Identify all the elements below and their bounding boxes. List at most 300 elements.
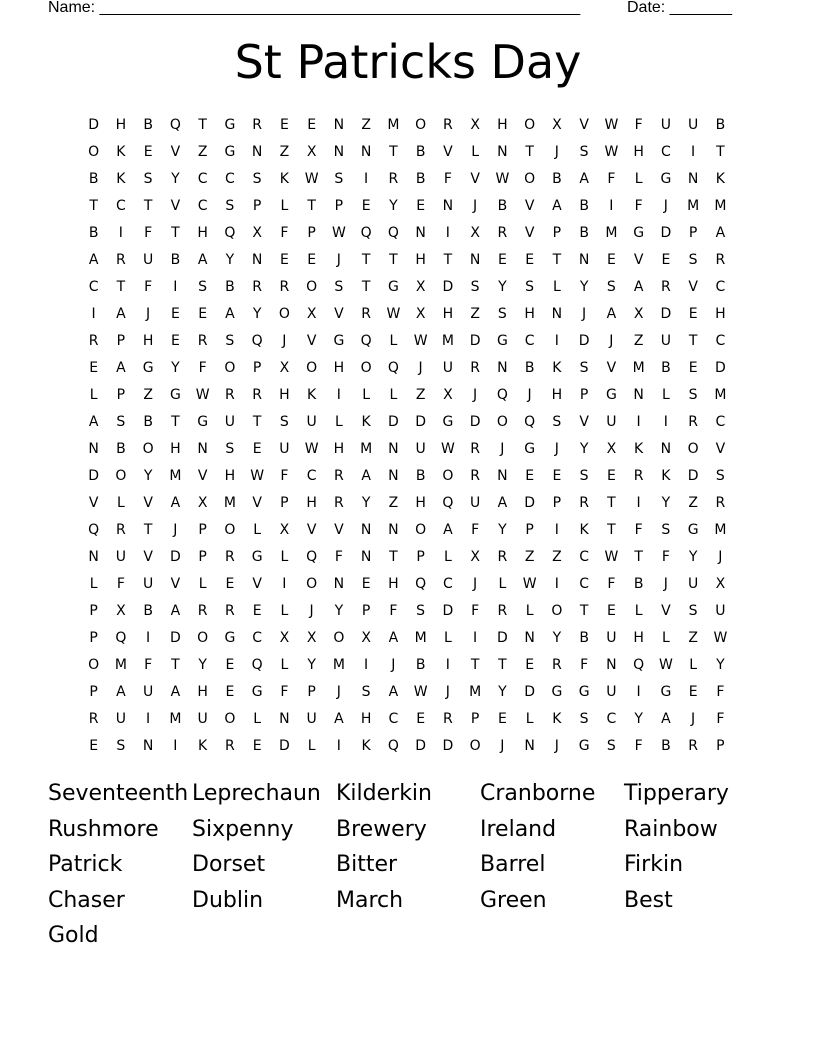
grid-letter: N: [360, 144, 372, 160]
grid-letter: Z: [388, 495, 399, 511]
grid-letter: B: [143, 414, 153, 430]
grid-letter: J: [582, 306, 587, 322]
grid-letter: I: [91, 306, 96, 322]
grid-letter: G: [633, 225, 645, 241]
grid-row: [80, 220, 736, 247]
grid-letter: W: [495, 171, 510, 187]
grid-letter: N: [524, 738, 535, 754]
grid-letter: K: [116, 171, 126, 187]
grid-letter: G: [197, 414, 209, 430]
grid-letter: R: [252, 117, 262, 133]
grid-letter: L: [689, 657, 698, 673]
grid-letter: P: [307, 225, 316, 241]
grid-letter: R: [443, 117, 453, 133]
grid-letter: T: [389, 549, 398, 565]
grid-letter: S: [688, 603, 698, 619]
grid-row: [80, 679, 736, 706]
grid-letter: J: [445, 684, 450, 700]
grid-letter: G: [169, 387, 181, 403]
grid-letter: W: [604, 117, 619, 133]
grid-letter: L: [198, 576, 207, 592]
grid-letter: X: [306, 144, 317, 160]
grid-letter: Q: [115, 630, 127, 646]
grid-letter: L: [280, 603, 289, 619]
grid-letter: D: [578, 333, 590, 349]
grid-letter: J: [691, 711, 696, 727]
grid-letter: A: [116, 306, 126, 322]
grid-letter: C: [715, 333, 726, 349]
grid-letter: N: [388, 441, 399, 457]
grid-letter: H: [306, 495, 317, 511]
grid-letter: R: [388, 171, 399, 187]
grid-letter: D: [660, 225, 672, 241]
grid-letter: R: [225, 549, 235, 565]
grid-letter: G: [224, 630, 236, 646]
grid-letter: I: [473, 630, 478, 646]
grid-letter: R: [688, 738, 698, 754]
grid-letter: W: [413, 333, 428, 349]
grid-letter: B: [579, 630, 589, 646]
grid-letter: E: [252, 441, 262, 457]
grid-letter: T: [470, 657, 480, 673]
grid-letter: S: [361, 684, 371, 700]
grid-letter: D: [469, 333, 481, 349]
grid-letter: U: [224, 414, 235, 430]
grid-letter: L: [362, 387, 371, 403]
grid-letter: I: [146, 630, 151, 646]
grid-letter: P: [525, 522, 534, 538]
grid-letter: U: [688, 117, 699, 133]
grid-letter: J: [718, 549, 723, 565]
grid-letter: T: [361, 279, 371, 295]
grid-letter: S: [198, 279, 208, 295]
grid-letter: O: [333, 630, 345, 646]
grid-letter: Q: [415, 576, 427, 592]
grid-letter: V: [252, 495, 262, 511]
grid-letter: T: [498, 657, 507, 673]
grid-letter: S: [225, 333, 235, 349]
grid-letter: F: [471, 522, 480, 538]
grid-letter: R: [197, 603, 208, 619]
grid-letter: M: [169, 711, 182, 727]
grid-letter: I: [445, 225, 450, 241]
grid-letter: E: [225, 657, 235, 673]
grid-letter: H: [197, 225, 208, 241]
grid-letter: I: [554, 576, 559, 592]
grid-letter: E: [661, 252, 671, 268]
grid-row: [80, 301, 736, 328]
grid-letter: X: [633, 306, 644, 322]
grid-letter: C: [579, 549, 590, 565]
grid-letter: A: [170, 603, 181, 619]
grid-letter: I: [336, 387, 341, 403]
word-list-item: Patrick: [48, 852, 123, 878]
word-list-item: Dublin: [192, 887, 264, 913]
grid-letter: T: [361, 252, 371, 268]
grid-letter: X: [470, 549, 480, 565]
grid-letter: G: [224, 144, 236, 160]
grid-row: [80, 733, 736, 760]
grid-letter: U: [715, 603, 726, 619]
grid-letter: P: [552, 495, 562, 511]
grid-letter: J: [473, 576, 478, 592]
grid-letter: C: [115, 198, 126, 214]
grid-letter: O: [278, 306, 290, 322]
grid-letter: M: [714, 522, 727, 538]
grid-letter: C: [606, 711, 617, 727]
grid-letter: X: [415, 306, 426, 322]
grid-letter: I: [282, 576, 287, 592]
grid-letter: N: [660, 441, 672, 457]
grid-letter: E: [170, 306, 180, 322]
grid-letter: U: [143, 576, 154, 592]
grid-letter: W: [604, 144, 619, 160]
word-list-item: Leprechaun: [192, 781, 321, 806]
grid-letter: G: [660, 171, 672, 187]
grid-letter: O: [551, 603, 563, 619]
word-list-item: Chaser: [48, 887, 125, 913]
grid-letter: P: [334, 198, 344, 214]
grid-letter: E: [497, 711, 507, 727]
grid-letter: P: [361, 603, 371, 619]
grid-letter: S: [688, 252, 698, 268]
grid-letter: F: [634, 522, 643, 538]
grid-letter: D: [660, 306, 672, 322]
grid-letter: K: [307, 387, 317, 403]
grid-letter: M: [387, 117, 400, 133]
name-field-label: Name: ______________________________________________________: [48, 0, 581, 16]
grid-letter: K: [661, 468, 671, 484]
grid-letter: U: [415, 441, 426, 457]
grid-letter: G: [660, 684, 672, 700]
grid-letter: F: [634, 738, 643, 754]
grid-letter: L: [634, 171, 643, 187]
grid-letter: S: [579, 144, 589, 160]
grid-letter: K: [715, 171, 725, 187]
grid-letter: X: [552, 117, 562, 133]
grid-letter: P: [307, 684, 316, 700]
grid-letter: H: [333, 360, 345, 376]
grid-letter: V: [443, 144, 453, 160]
grid-letter: P: [89, 630, 98, 646]
grid-letter: U: [606, 414, 617, 430]
grid-letter: N: [251, 144, 263, 160]
grid-row: [80, 706, 736, 733]
word-list-item: Kilderkin: [336, 781, 432, 806]
grid-letter: P: [470, 711, 480, 727]
grid-letter: S: [143, 171, 153, 187]
grid-letter: U: [143, 252, 154, 268]
grid-letter: L: [253, 522, 262, 538]
grid-letter: V: [633, 252, 644, 268]
grid-letter: M: [414, 630, 427, 646]
grid-letter: L: [116, 495, 125, 511]
grid-letter: O: [687, 441, 699, 457]
grid-letter: M: [687, 198, 700, 214]
grid-letter: E: [361, 198, 371, 214]
grid-letter: N: [633, 387, 644, 403]
grid-letter: P: [116, 387, 126, 403]
grid-letter: D: [442, 603, 454, 619]
grid-letter: F: [716, 684, 725, 700]
grid-letter: I: [445, 657, 450, 673]
grid-letter: N: [442, 198, 454, 214]
grid-letter: D: [88, 117, 100, 133]
grid-letter: L: [280, 549, 289, 565]
grid-letter: P: [116, 333, 126, 349]
grid-letter: K: [198, 738, 208, 754]
grid-letter: U: [606, 684, 617, 700]
grid-letter: F: [607, 171, 616, 187]
grid-row: [80, 355, 736, 382]
grid-letter: S: [606, 279, 616, 295]
grid-letter: U: [197, 711, 208, 727]
grid-letter: B: [415, 144, 426, 160]
grid-letter: H: [197, 684, 208, 700]
grid-letter: H: [388, 576, 399, 592]
grid-letter: J: [663, 198, 668, 214]
grid-letter: X: [470, 225, 480, 241]
grid-letter: B: [715, 117, 726, 133]
grid-letter: Q: [387, 360, 399, 376]
grid-letter: O: [115, 468, 127, 484]
grid-letter: O: [197, 630, 209, 646]
grid-letter: V: [579, 414, 589, 430]
page-title: St Patricks Day: [234, 35, 582, 89]
grid-letter: E: [525, 657, 535, 673]
grid-letter: Q: [360, 225, 372, 241]
grid-letter: O: [306, 279, 318, 295]
grid-letter: I: [636, 495, 641, 511]
grid-letter: X: [361, 630, 371, 646]
grid-letter: G: [333, 333, 345, 349]
grid-letter: J: [609, 333, 614, 349]
grid-letter: G: [551, 684, 563, 700]
grid-letter: C: [388, 711, 399, 727]
grid-letter: X: [252, 225, 262, 241]
grid-letter: V: [579, 117, 589, 133]
grid-letter: Y: [361, 495, 371, 511]
word-list: [48, 776, 768, 954]
grid-letter: Y: [252, 306, 262, 322]
grid-letter: N: [197, 441, 208, 457]
grid-letter: L: [443, 630, 452, 646]
grid-letter: J: [663, 576, 668, 592]
grid-letter: L: [334, 414, 343, 430]
grid-letter: L: [307, 738, 316, 754]
grid-letter: M: [714, 198, 727, 214]
grid-letter: I: [336, 738, 341, 754]
grid-row: [80, 571, 736, 598]
grid-letter: V: [334, 522, 344, 538]
grid-letter: D: [415, 738, 427, 754]
grid-letter: E: [170, 333, 180, 349]
grid-letter: W: [195, 387, 210, 403]
grid-letter: A: [579, 171, 589, 187]
letter-grid: [80, 112, 736, 760]
grid-letter: A: [388, 684, 399, 700]
grid-letter: A: [633, 279, 644, 295]
grid-letter: R: [88, 711, 99, 727]
grid-letter: S: [334, 171, 344, 187]
grid-letter: P: [89, 684, 98, 700]
grid-letter: Q: [496, 387, 508, 403]
grid-letter: S: [688, 387, 698, 403]
grid-letter: L: [443, 549, 452, 565]
grid-letter: L: [498, 576, 507, 592]
grid-letter: Q: [360, 333, 372, 349]
grid-letter: B: [170, 252, 181, 268]
grid-letter: C: [715, 414, 726, 430]
grid-letter: F: [634, 198, 643, 214]
grid-letter: S: [116, 414, 126, 430]
grid-letter: W: [386, 306, 401, 322]
grid-letter: T: [389, 144, 398, 160]
grid-letter: N: [333, 576, 345, 592]
grid-letter: U: [115, 549, 126, 565]
grid-letter: H: [633, 144, 644, 160]
grid-letter: X: [606, 441, 617, 457]
grid-letter: F: [280, 684, 289, 700]
grid-letter: T: [116, 279, 126, 295]
grid-letter: L: [661, 387, 670, 403]
grid-letter: I: [173, 738, 178, 754]
grid-letter: D: [496, 630, 508, 646]
grid-letter: D: [524, 684, 536, 700]
grid-letter: E: [525, 252, 535, 268]
grid-letter: C: [88, 279, 99, 295]
grid-letter: Z: [361, 117, 371, 133]
grid-letter: H: [142, 333, 154, 349]
grid-letter: I: [636, 684, 641, 700]
grid-row: [80, 544, 736, 571]
grid-letter: Y: [634, 711, 643, 727]
grid-letter: J: [500, 738, 505, 754]
grid-letter: F: [634, 117, 643, 133]
grid-letter: Q: [387, 225, 399, 241]
grid-letter: E: [606, 468, 616, 484]
grid-letter: B: [579, 225, 589, 241]
grid-letter: Z: [688, 630, 698, 646]
grid-letter: V: [170, 144, 181, 160]
grid-letter: J: [391, 657, 396, 673]
grid-letter: P: [280, 495, 289, 511]
grid-letter: F: [144, 225, 153, 241]
grid-letter: U: [660, 117, 671, 133]
grid-letter: J: [500, 441, 505, 457]
grid-letter: D: [714, 360, 726, 376]
grid-letter: B: [661, 360, 671, 376]
grid-letter: W: [713, 630, 728, 646]
grid-letter: M: [223, 495, 236, 511]
grid-letter: J: [554, 738, 559, 754]
grid-letter: A: [170, 684, 181, 700]
grid-letter: O: [360, 360, 372, 376]
grid-letter: T: [716, 144, 725, 160]
grid-letter: H: [415, 252, 426, 268]
grid-letter: D: [169, 630, 181, 646]
grid-letter: R: [579, 495, 589, 511]
grid-letter: V: [524, 198, 535, 214]
grid-letter: E: [307, 252, 317, 268]
grid-letter: N: [497, 468, 508, 484]
grid-letter: B: [415, 468, 426, 484]
grid-letter: Y: [579, 441, 589, 457]
grid-letter: G: [578, 738, 590, 754]
grid-letter: U: [442, 360, 453, 376]
grid-letter: R: [361, 306, 371, 322]
grid-letter: K: [361, 414, 371, 430]
grid-letter: F: [389, 603, 398, 619]
worksheet-header: [0, 0, 816, 20]
grid-letter: E: [225, 684, 235, 700]
grid-letter: I: [609, 198, 614, 214]
grid-letter: E: [89, 360, 99, 376]
grid-letter: W: [331, 225, 346, 241]
grid-letter: R: [497, 603, 508, 619]
grid-row: [80, 625, 736, 652]
grid-letter: P: [252, 360, 262, 376]
grid-letter: V: [524, 225, 535, 241]
grid-letter: S: [116, 738, 126, 754]
grid-letter: H: [633, 630, 644, 646]
grid-letter: N: [415, 225, 426, 241]
grid-letter: P: [198, 522, 207, 538]
grid-letter: X: [715, 576, 726, 592]
grid-letter: F: [280, 468, 289, 484]
grid-letter: R: [197, 333, 208, 349]
grid-letter: N: [388, 468, 399, 484]
date-field-label: Date: _______: [627, 0, 732, 16]
grid-letter: G: [142, 360, 154, 376]
grid-letter: F: [607, 576, 616, 592]
grid-letter: O: [524, 117, 536, 133]
grid-letter: F: [116, 576, 125, 592]
grid-letter: P: [252, 198, 262, 214]
grid-letter: E: [252, 603, 262, 619]
grid-letter: B: [415, 171, 426, 187]
grid-letter: N: [551, 306, 563, 322]
grid-letter: C: [715, 279, 726, 295]
grid-letter: P: [416, 549, 425, 565]
grid-letter: N: [687, 171, 699, 187]
grid-letter: S: [579, 468, 589, 484]
grid-letter: W: [658, 657, 673, 673]
grid-letter: G: [251, 684, 263, 700]
grid-letter: R: [334, 468, 344, 484]
grid-letter: K: [279, 171, 289, 187]
grid-letter: N: [88, 549, 99, 565]
grid-letter: L: [525, 711, 534, 727]
grid-letter: E: [688, 684, 698, 700]
grid-letter: O: [469, 738, 481, 754]
grid-letter: Z: [470, 306, 480, 322]
grid-letter: T: [252, 414, 262, 430]
grid-letter: O: [415, 522, 427, 538]
grid-letter: H: [115, 117, 127, 133]
grid-letter: M: [114, 657, 127, 673]
grid-letter: O: [524, 171, 536, 187]
grid-letter: H: [170, 441, 181, 457]
grid-letter: Z: [197, 144, 208, 160]
grid-letter: H: [224, 468, 236, 484]
grid-letter: B: [552, 171, 562, 187]
grid-letter: M: [469, 684, 482, 700]
grid-letter: J: [336, 684, 341, 700]
grid-letter: S: [579, 711, 589, 727]
grid-letter: L: [253, 711, 262, 727]
grid-letter: M: [169, 468, 182, 484]
